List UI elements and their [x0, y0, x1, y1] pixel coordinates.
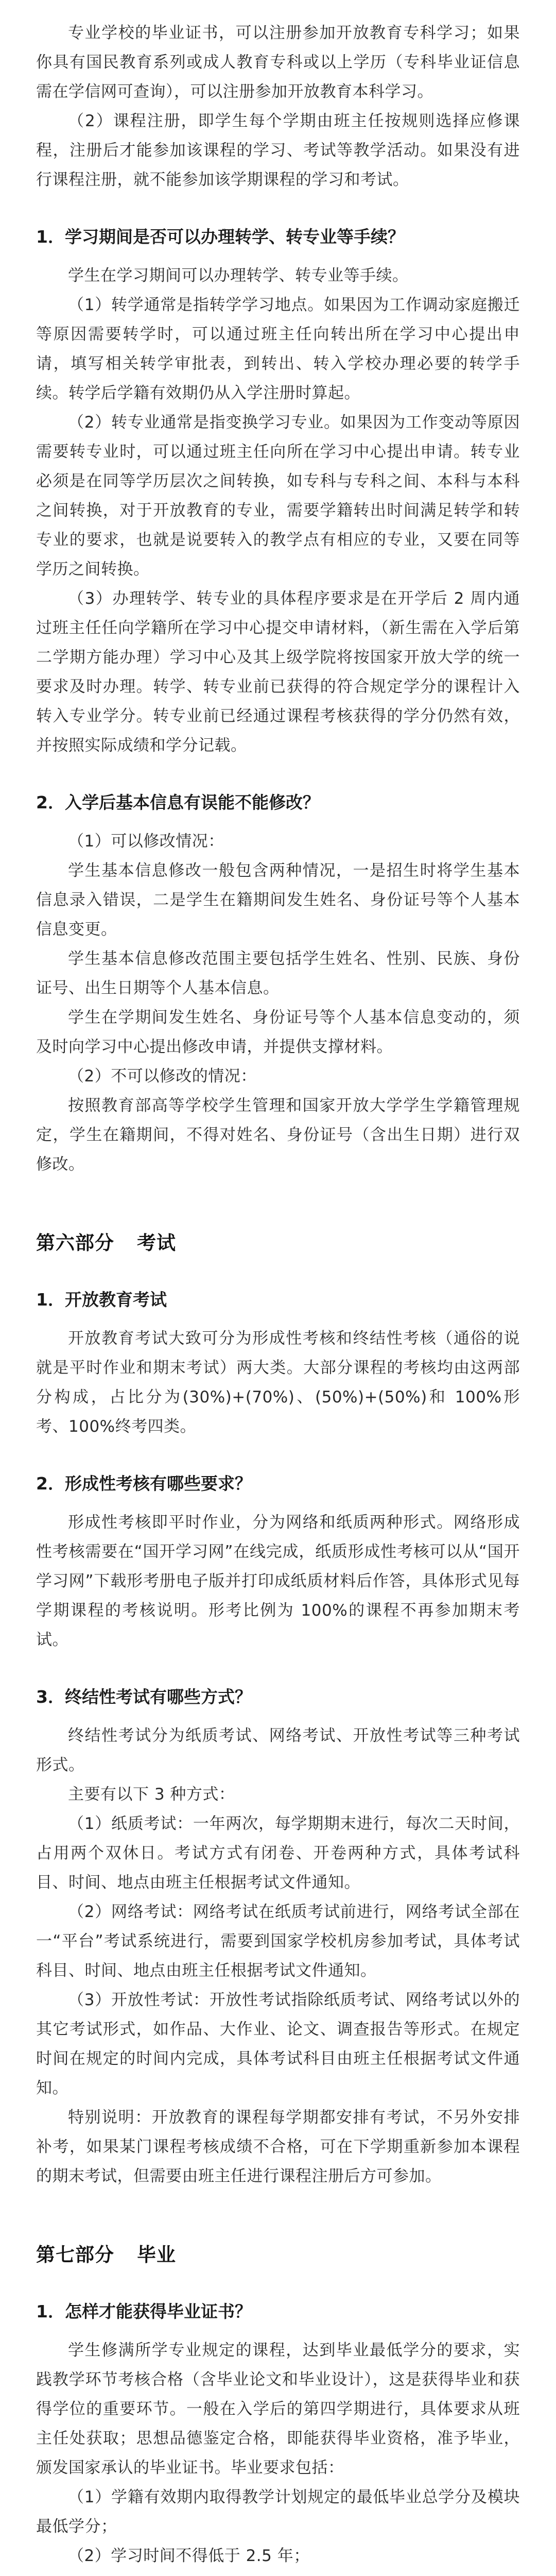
- answer-paragraph: 学生修满所学专业规定的课程，达到毕业最低学分的要求，实践教学环节考核合格（含毕业论文和毕业设计），这是获得毕业和获得学位的重要环节。一般在入学后的第四学期进行，具体要求从班主任处获取；思想品德鉴定合格，即能获得毕业资格，准予毕业，颁发国家承认的毕业证书。毕业要求包括：: [36, 2341, 520, 2477]
- part-number: 第六部分: [36, 1232, 114, 1254]
- answer-paragraph: 开放教育考试大致可分为形成性考核和终结性考核（通俗的说就是平时作业和期末考试）两大类。大部分课程的考核均由这两部分构成，占比分为(30%)+(70%)、(50%)+(50%)和 100%形考、100%终考四类。: [36, 1329, 520, 1436]
- answer-paragraph: （2）学习时间不得低于 2.5 年；: [68, 2547, 310, 2565]
- answer-paragraph: 学生基本信息修改范围主要包括学生姓名、性别、民族、身份证号、出生日期等个人基本信息。: [36, 950, 520, 997]
- part-heading: [36, 1229, 520, 1258]
- intro-paragraph: （2）课程注册，即学生每个学期由班主任按规则选择应修课程，注册后才能参加该课程的学习、考试等教学活动。如果没有进行课程注册，就不能参加该学期课程的学习和考试。: [36, 112, 520, 189]
- question-heading: 2．形成性考核有哪些要求？: [36, 1473, 252, 1494]
- answer-paragraph: （2）转专业通常是指变换学习专业。如果因为工作变动等原因需要转专业时，可以通过班主任向所在学习中心提出申请。转专业必须是在同等学历层次之间转换，如专科与专科之间、本科与本科之间转换，对于开放教育的专业，需要学籍转出时间满足转学和转专业的要求，也就是说要转入的教学点有相应的专业，又要在同等学历之间转换。: [36, 413, 520, 579]
- answer-paragraph: 按照教育部高等学校学生管理和国家开放大学学生学籍管理规定，学生在籍期间，不得对姓名、身份证号（含出生日期）进行双修改。: [36, 1096, 520, 1174]
- answer-paragraph: （1）可以修改情况：: [68, 832, 224, 851]
- exam-section: [36, 1229, 520, 2191]
- question-heading: 1．怎样才能获得毕业证书？: [36, 2301, 252, 2321]
- part-number: 第七部分: [36, 2244, 114, 2266]
- answer-paragraph: （1）学籍有效期内取得教学计划规定的最低毕业总学分及模块最低学分；: [36, 2488, 520, 2536]
- question-heading: 3．终结性考试有哪些方式？: [36, 1687, 252, 1707]
- part-title: 毕业: [137, 2244, 176, 2266]
- answer-paragraph: （1）纸质考试：一年两次，每学期期末进行，每次二天时间，占用两个双休日。考试方式有闭卷、开卷两种方式，具体考试科目、时间、地点由班主任根据考试文件通知。: [36, 1815, 520, 1892]
- answer-paragraph: 形成性考核即平时作业，分为网络和纸质两种形式。网络形成性考核需要在“国开学习网”在线完成，纸质形成性考核可以从“国开学习网”下载形考册电子版并打印成纸质材料后作答，具体形式见每学期课程的考核说明。形考比例为 100%的课程不再参加期末考试。: [36, 1513, 520, 1649]
- question-heading: 1．开放教育考试: [36, 1290, 167, 1310]
- registration-section: [36, 19, 520, 1179]
- answer-paragraph: 学生基本信息修改一般包含两种情况，一是招生时将学生基本信息录入错误，二是学生在籍期间发生姓名、身份证号等个人基本信息变更。: [36, 861, 520, 939]
- answer-paragraph: （1）转学通常是指转学学习地点。如果因为工作调动家庭搬迁等原因需要转学时，可以通过班主任向转出所在学习中心提出申请，填写相关转学审批表，到转出、转入学校办理必要的转学手续。转学后学籍有效期仍从入学注册时算起。: [36, 296, 520, 402]
- graduation-section: [36, 2241, 520, 2576]
- answer-paragraph: [36, 2571, 520, 2576]
- part-title: 考试: [137, 1232, 176, 1254]
- part-heading: [36, 2241, 520, 2269]
- answer-paragraph: （2）不可以修改的情况：: [68, 1067, 257, 1086]
- answer-paragraph: （2）网络考试：网络考试在纸质考试前进行，网络考试全部在一“平台”考试系统进行，需要到国家学校机房参加考试，具体考试科目、时间、地点由班主任根据考试文件通知。: [36, 1903, 520, 1980]
- answer-paragraph: 学生在学期间发生姓名、身份证号等个人基本信息变动的，须及时向学习中心提出修改申请，并提供支撑材料。: [36, 1008, 520, 1056]
- answer-paragraph: 终结性考试分为纸质考试、网络考试、开放性考试等三种考试形式。: [36, 1726, 520, 1774]
- answer-paragraph: 学生在学习期间可以办理转学、转专业等手续。: [68, 266, 409, 285]
- answer-paragraph: （3）办理转学、转专业的具体程序要求是在开学后 2 周内通过班主任任向学籍所在学习中心提交申请材料，（新生需在入学后第二学期方能办理）学习中心及其上级学院将按国家开放大学的统一要求及时办理。转学、转专业前已获得的符合规定学分的课程计入转入专业学分。转专业前已经通过课程考核获得的学分仍然有效，并按照实际成绩和学分记载。: [36, 589, 520, 755]
- question-heading: 2．入学后基本信息有误能不能修改？: [36, 792, 320, 812]
- answer-paragraph: （3）开放性考试：开放性考试指除纸质考试、网络考试以外的其它考试形式，如作品、大作业、论文、调查报告等形式。在规定时间在规定的时间内完成，具体考试科目由班主任根据考试文件通知。: [36, 1991, 520, 2097]
- answer-paragraph: 特别说明：开放教育的课程每学期都安排有考试，不另外安排补考，如果某门课程考核成绩不合格，可在下学期重新参加本课程的期末考试，但需要由班主任进行课程注册后方可参加。: [36, 2108, 520, 2185]
- answer-paragraph: 主要有以下 3 种方式：: [68, 1785, 235, 1804]
- intro-paragraph: 专业学校的毕业证书，可以注册参加开放教育专科学习；如果你具有国民教育系列或成人教育专科或以上学历（专科毕业证信息需在学信网可查询），可以注册参加开放教育本科学习。: [36, 24, 520, 101]
- question-heading: 1．学习期间是否可以办理转学、转专业等手续？: [36, 227, 405, 247]
